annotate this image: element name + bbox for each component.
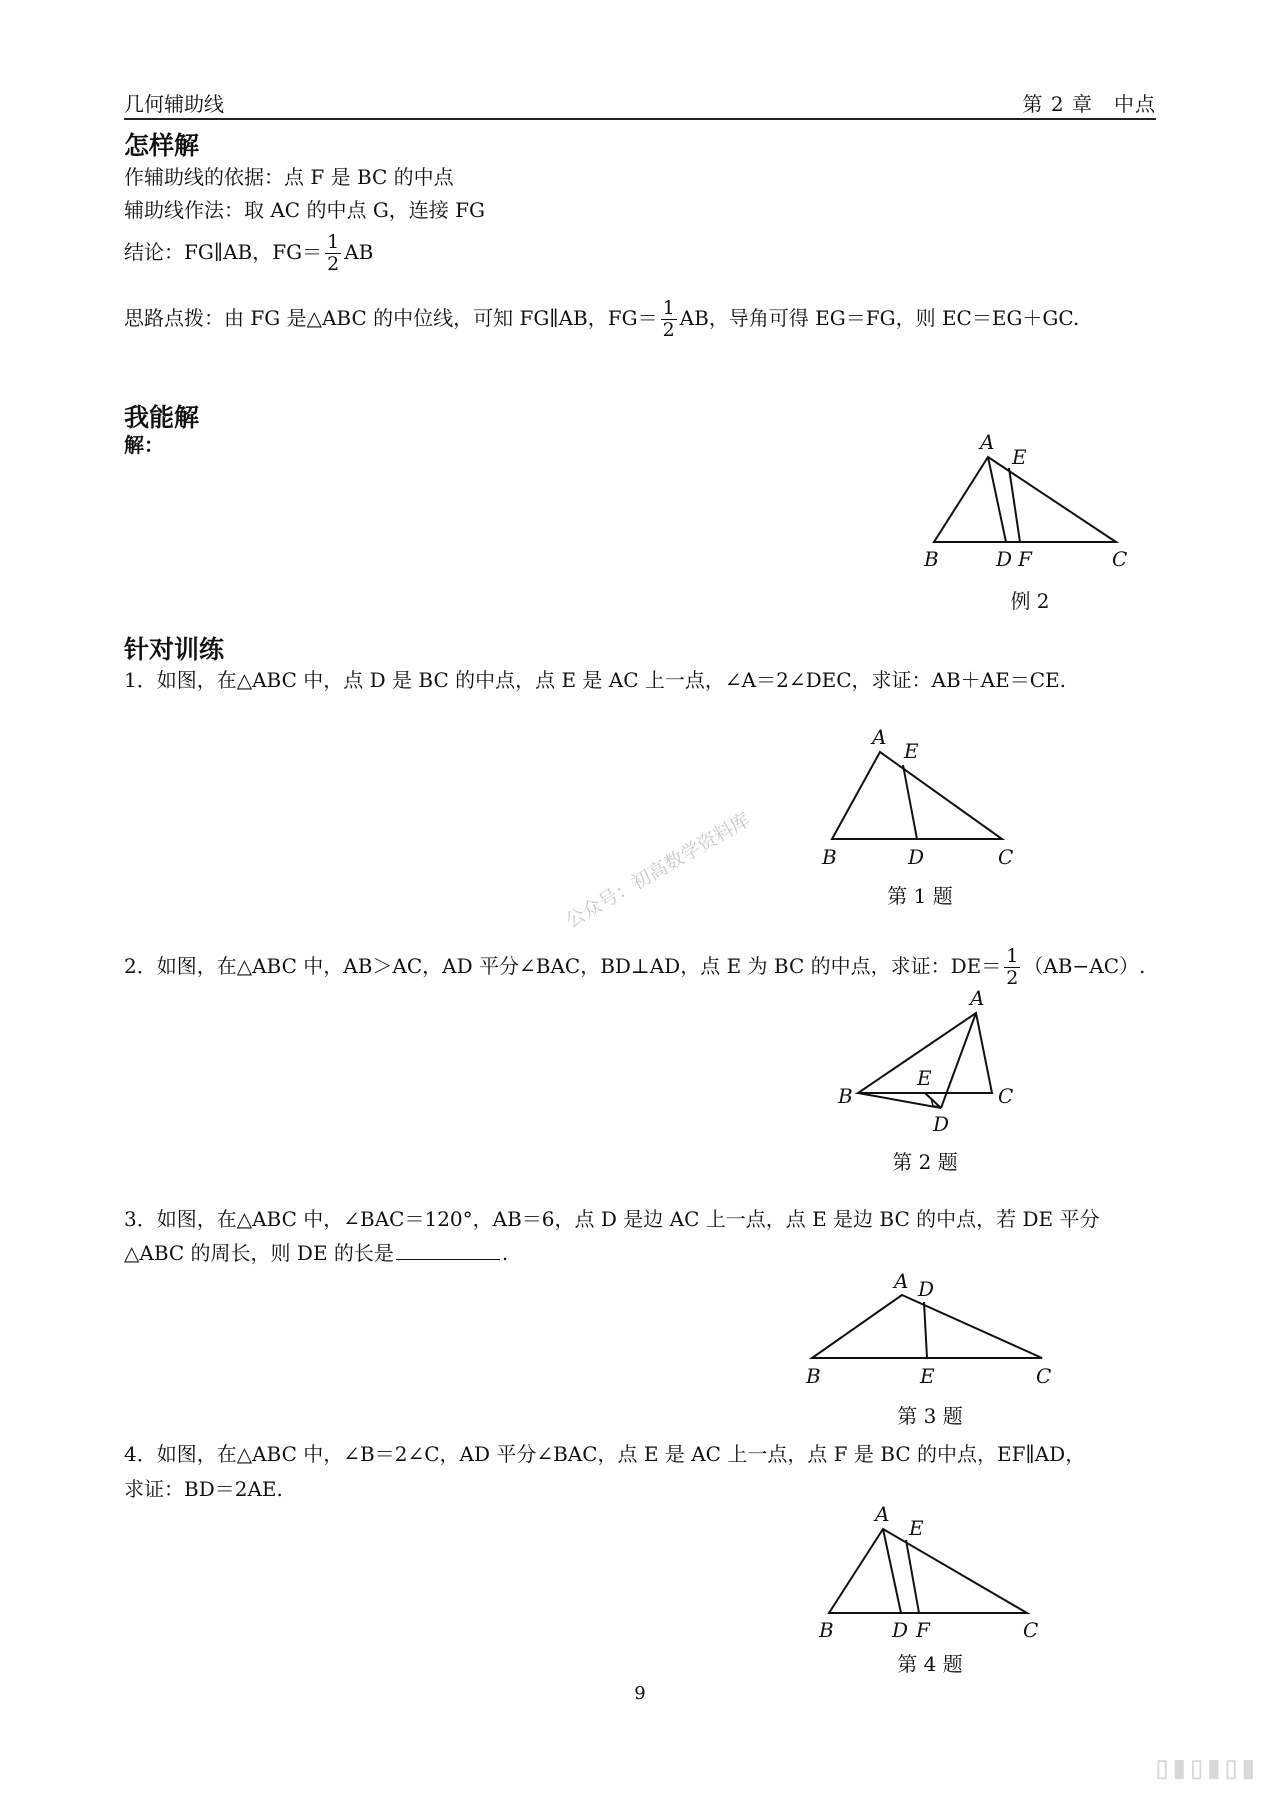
label-f: F — [1018, 547, 1032, 571]
label-b: B — [822, 845, 837, 869]
q2-caption: 第 2 题 — [892, 1150, 958, 1174]
segment-ef — [906, 1540, 919, 1613]
corner-scan-icon: ▯▮▯▮▯▮ — [1152, 1748, 1256, 1786]
label-a: A — [980, 430, 995, 454]
example-figure — [920, 430, 1150, 571]
tip-text: 由 FG 是△ABC 的中位线，可知 FG∥AB，FG＝ — [224, 305, 658, 330]
q3-figure-svg — [800, 1270, 1060, 1390]
fraction-denominator: 2 — [1006, 966, 1019, 989]
q3-answer-blank[interactable] — [396, 1241, 500, 1260]
example-caption: 例 2 — [1010, 589, 1050, 613]
tip-fraction — [661, 298, 677, 341]
label-f: F — [916, 1618, 930, 1642]
q3-caption: 第 3 题 — [897, 1404, 963, 1428]
method-text: 取 AC 的中点 G，连接 FG — [244, 198, 486, 222]
segment-de — [924, 1302, 927, 1358]
conclusion-line — [124, 232, 373, 275]
label-e: E — [920, 1364, 935, 1388]
method-label: 辅助线作法： — [124, 198, 244, 222]
q1-caption: 第 1 题 — [887, 884, 953, 908]
label-c: C — [1036, 1364, 1052, 1388]
fraction-denominator: 2 — [662, 318, 675, 341]
conclusion-fraction — [325, 232, 341, 275]
basis-label: 作辅助线的依据： — [124, 165, 284, 189]
label-b: B — [806, 1364, 821, 1388]
fraction-numerator: 1 — [327, 231, 340, 253]
label-d: D — [908, 845, 925, 869]
label-c: C — [998, 845, 1014, 869]
label-a: A — [970, 986, 985, 1010]
segment-ad — [988, 457, 1006, 542]
fraction-numerator: 1 — [1006, 945, 1019, 967]
label-a: A — [872, 725, 887, 749]
header-rule — [124, 118, 1156, 120]
fraction-denominator: 2 — [327, 252, 340, 275]
how-title: 怎样解 — [124, 131, 200, 160]
q2-text: 2．如图，在△ABC 中，AB＞AC，AD 平分∠BAC，BD⊥AD，点 E 为 BC 的中点，求证：DE＝ — [124, 953, 1002, 978]
tip-tail: AB，导角可得 EG＝FG，则 EC＝EG＋GC. — [679, 305, 1080, 330]
label-c: C — [998, 1084, 1014, 1108]
segment-ad — [883, 1529, 901, 1613]
label-d: D — [892, 1618, 909, 1642]
triangle-abc — [832, 752, 1002, 839]
conclusion-label: 结论： — [124, 239, 184, 264]
fraction-numerator: 1 — [662, 297, 675, 319]
conclusion-text: FG∥AB，FG＝ — [184, 239, 323, 264]
q4-figure — [815, 1502, 1045, 1642]
segment-ef — [1009, 468, 1020, 542]
q3-text-line1: 3．如图，在△ABC 中，∠BAC＝120°，AB＝6，点 D 是边 AC 上一点，点 E 是边 BC 的中点，若 DE 平分 — [124, 1207, 1100, 1231]
label-e: E — [909, 1516, 924, 1540]
q1-figure-svg — [820, 724, 1020, 869]
q1-text: 1．如图，在△ABC 中，点 D 是 BC 的中点，点 E 是 AC 上一点，∠A＝2∠DEC，求证：AB＋AE＝CE. — [124, 668, 1066, 692]
q3-text-line2: △ABC 的周长，则 DE 的长是 — [124, 1241, 394, 1265]
header-right-chapter: 第 2 章 中点 — [1022, 92, 1156, 116]
label-b: B — [838, 1084, 853, 1108]
watermark: 公众号：初高数学资料库 — [562, 808, 755, 933]
label-a: A — [875, 1502, 890, 1526]
label-b: B — [924, 547, 939, 571]
training-title: 针对训练 — [124, 635, 225, 664]
q4-text-line2: 求证：BD＝2AE. — [124, 1477, 283, 1501]
q4-figure-svg — [815, 1502, 1045, 1642]
solve-label: 解： — [124, 433, 164, 457]
label-d: D — [996, 547, 1013, 571]
tip-label: 思路点拨： — [124, 305, 224, 330]
label-b: B — [819, 1618, 834, 1642]
basis-line — [124, 165, 454, 189]
label-c: C — [1023, 1618, 1039, 1642]
method-line — [124, 198, 485, 222]
q4-caption: 第 4 题 — [897, 1652, 963, 1676]
q2-figure — [820, 985, 1030, 1135]
label-d: D — [933, 1112, 950, 1136]
example-figure-svg — [920, 430, 1150, 571]
triangle-abc — [934, 457, 1116, 542]
tip-line — [124, 298, 1079, 341]
header-left-title: 几何辅助线 — [124, 92, 224, 116]
page-number: 9 — [634, 1683, 646, 1704]
q3-text-end: . — [501, 1241, 509, 1265]
label-c: C — [1112, 547, 1128, 571]
label-e: E — [904, 739, 919, 763]
conclusion-tail: AB — [344, 239, 374, 264]
q3-figure — [800, 1270, 1060, 1390]
can-title: 我能解 — [124, 403, 200, 432]
q1-figure — [820, 724, 1020, 869]
q3-line2 — [124, 1241, 508, 1265]
triangle-abc — [829, 1529, 1027, 1613]
q2-tail: （AB−AC）. — [1023, 953, 1146, 978]
q2-line — [124, 946, 1145, 989]
q4-text-line1: 4．如图，在△ABC 中，∠B＝2∠C，AD 平分∠BAC，点 E 是 AC 上一点，点 F 是 BC 的中点，EF∥AD， — [124, 1442, 1086, 1466]
label-e: E — [917, 1066, 932, 1090]
basis-text: 点 F 是 BC 的中点 — [284, 165, 454, 189]
q2-figure-svg — [820, 985, 1030, 1135]
label-e: E — [1012, 445, 1027, 469]
q2-fraction — [1004, 946, 1020, 989]
label-a: A — [894, 1269, 909, 1293]
label-d: D — [918, 1277, 935, 1301]
